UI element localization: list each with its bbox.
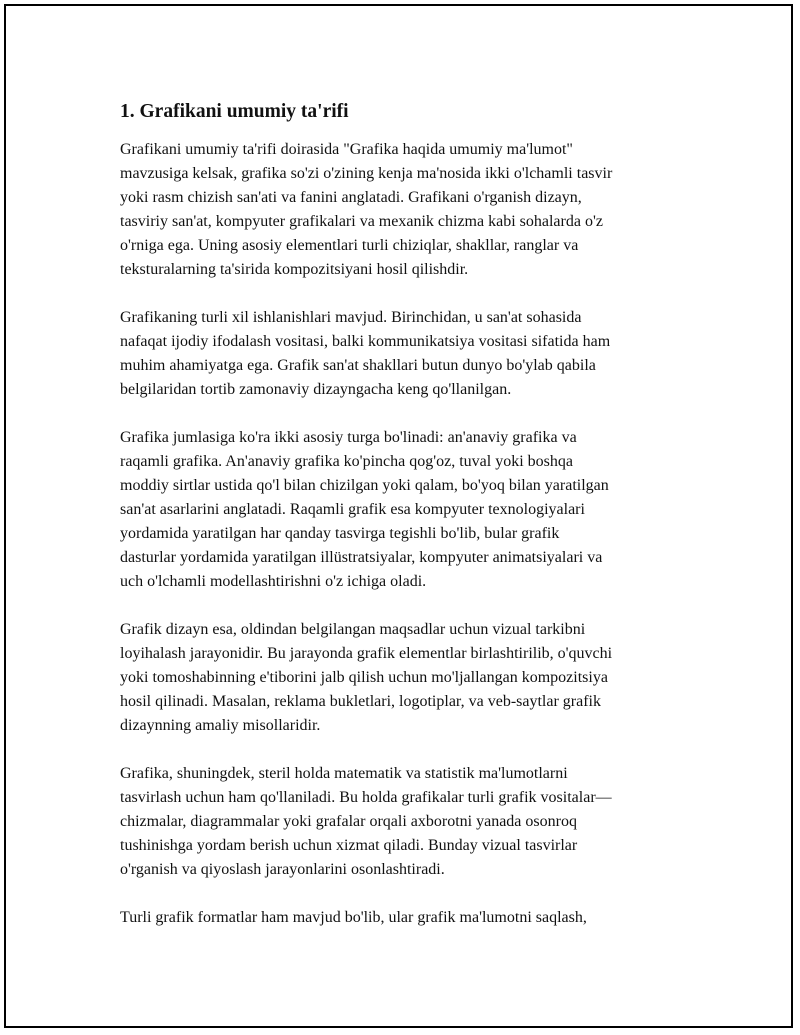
paragraph-line: yoki rasm chizish san'ati va fanini anglatadi. Grafikani o'rganish dizayn, bbox=[120, 189, 582, 206]
paragraph-line: raqamli grafika. An'anaviy grafika ko'pincha qog'oz, tuval yoki boshqa bbox=[120, 453, 573, 470]
paragraph-line: loyihalash jarayonidir. Bu jarayonda grafik elementlar birlashtirilib, o'quvchi bbox=[120, 645, 613, 662]
paragraph-1 bbox=[120, 138, 700, 282]
section-heading: 1. Grafikani umumiy ta'rifi bbox=[120, 101, 349, 122]
paragraph-line: Turli grafik formatlar ham mavjud bo'lib, ular grafik ma'lumotni saqlash, bbox=[120, 909, 587, 926]
paragraph-line: o'rniga ega. Uning asosiy elementlari turli chiziqlar, shakllar, ranglar va bbox=[120, 237, 579, 254]
paragraph-line: muhim ahamiyatga ega. Grafik san'at shakllari butun dunyo bo'ylab qabila bbox=[120, 357, 596, 374]
paragraph-line: chizmalar, diagrammalar yoki grafalar orqali axborotni yanada osonroq bbox=[120, 813, 577, 830]
paragraph-line: Grafika jumlasiga ko'ra ikki asosiy turga bo'linadi: an'anaviy grafika va bbox=[120, 429, 577, 446]
paragraph-5 bbox=[120, 762, 700, 882]
paragraph-2 bbox=[120, 306, 700, 402]
paragraph-line: tasvirlash uchun ham qo'llaniladi. Bu holda grafikalar turli grafik vositalar— bbox=[120, 789, 612, 806]
paragraph-line: Grafikaning turli xil ishlanishlari mavjud. Birinchidan, u san'at sohasida bbox=[120, 309, 582, 326]
paragraph-4 bbox=[120, 618, 700, 738]
paragraph-line: yordamida yaratilgan har qanday tasvirga tegishli bo'lib, bular grafik bbox=[120, 525, 560, 542]
paragraph-line: tasviriy san'at, kompyuter grafikalari va mexanik chizma kabi sohalarda o'z bbox=[120, 213, 603, 230]
paragraph-line: Grafika, shuningdek, steril holda matematik va statistik ma'lumotlarni bbox=[120, 765, 568, 782]
paragraph-line: teksturalarning ta'sirida kompozitsiyani hosil qilishdir. bbox=[120, 261, 469, 278]
paragraph-line: Grafik dizayn esa, oldindan belgilangan maqsadlar uchun vizual tarkibni bbox=[120, 621, 586, 638]
paragraph-line: dizaynning amaliy misollaridir. bbox=[120, 717, 321, 734]
paragraph-line: tushinishga yordam berish uchun xizmat qiladi. Bunday vizual tasvirlar bbox=[120, 837, 578, 854]
paragraph-line: dasturlar yordamida yaratilgan illüstratsiyalar, kompyuter animatsiyalari va bbox=[120, 549, 603, 566]
paragraph-line: san'at asarlarini anglatadi. Raqamli grafik esa kompyuter texnologiyalari bbox=[120, 501, 585, 518]
paragraph-line: belgilaridan tortib zamonaviy dizayngacha keng qo'llanilgan. bbox=[120, 381, 512, 398]
paragraph-line: nafaqat ijodiy ifodalash vositasi, balki kommunikatsiya vositasi sifatida ham bbox=[120, 333, 611, 350]
paragraph-line: uch o'lchamli modellashtirishni o'z ichiga oladi. bbox=[120, 573, 427, 590]
paragraph-line: hosil qilinadi. Masalan, reklama bukletlari, logotiplar, va veb-saytlar grafik bbox=[120, 693, 601, 710]
paragraph-line: mavzusiga kelsak, grafika so'zi o'zining kenja ma'nosida ikki o'lchamli tasvir bbox=[120, 165, 613, 182]
document-page bbox=[4, 4, 793, 1028]
paragraph-line: moddiy sirtlar ustida qo'l bilan chizilgan yoki qalam, bo'yoq bilan yaratilgan bbox=[120, 477, 609, 494]
paragraph-line: o'rganish va qiyoslash jarayonlarini osonlashtiradi. bbox=[120, 861, 445, 878]
paragraph-6 bbox=[120, 906, 700, 930]
paragraph-3 bbox=[120, 426, 700, 594]
document-content bbox=[120, 98, 700, 954]
paragraph-line: Grafikani umumiy ta'rifi doirasida "Grafika haqida umumiy ma'lumot" bbox=[120, 141, 573, 158]
paragraph-line: yoki tomoshabinning e'tiborini jalb qilish uchun mo'ljallangan kompozitsiya bbox=[120, 669, 608, 686]
